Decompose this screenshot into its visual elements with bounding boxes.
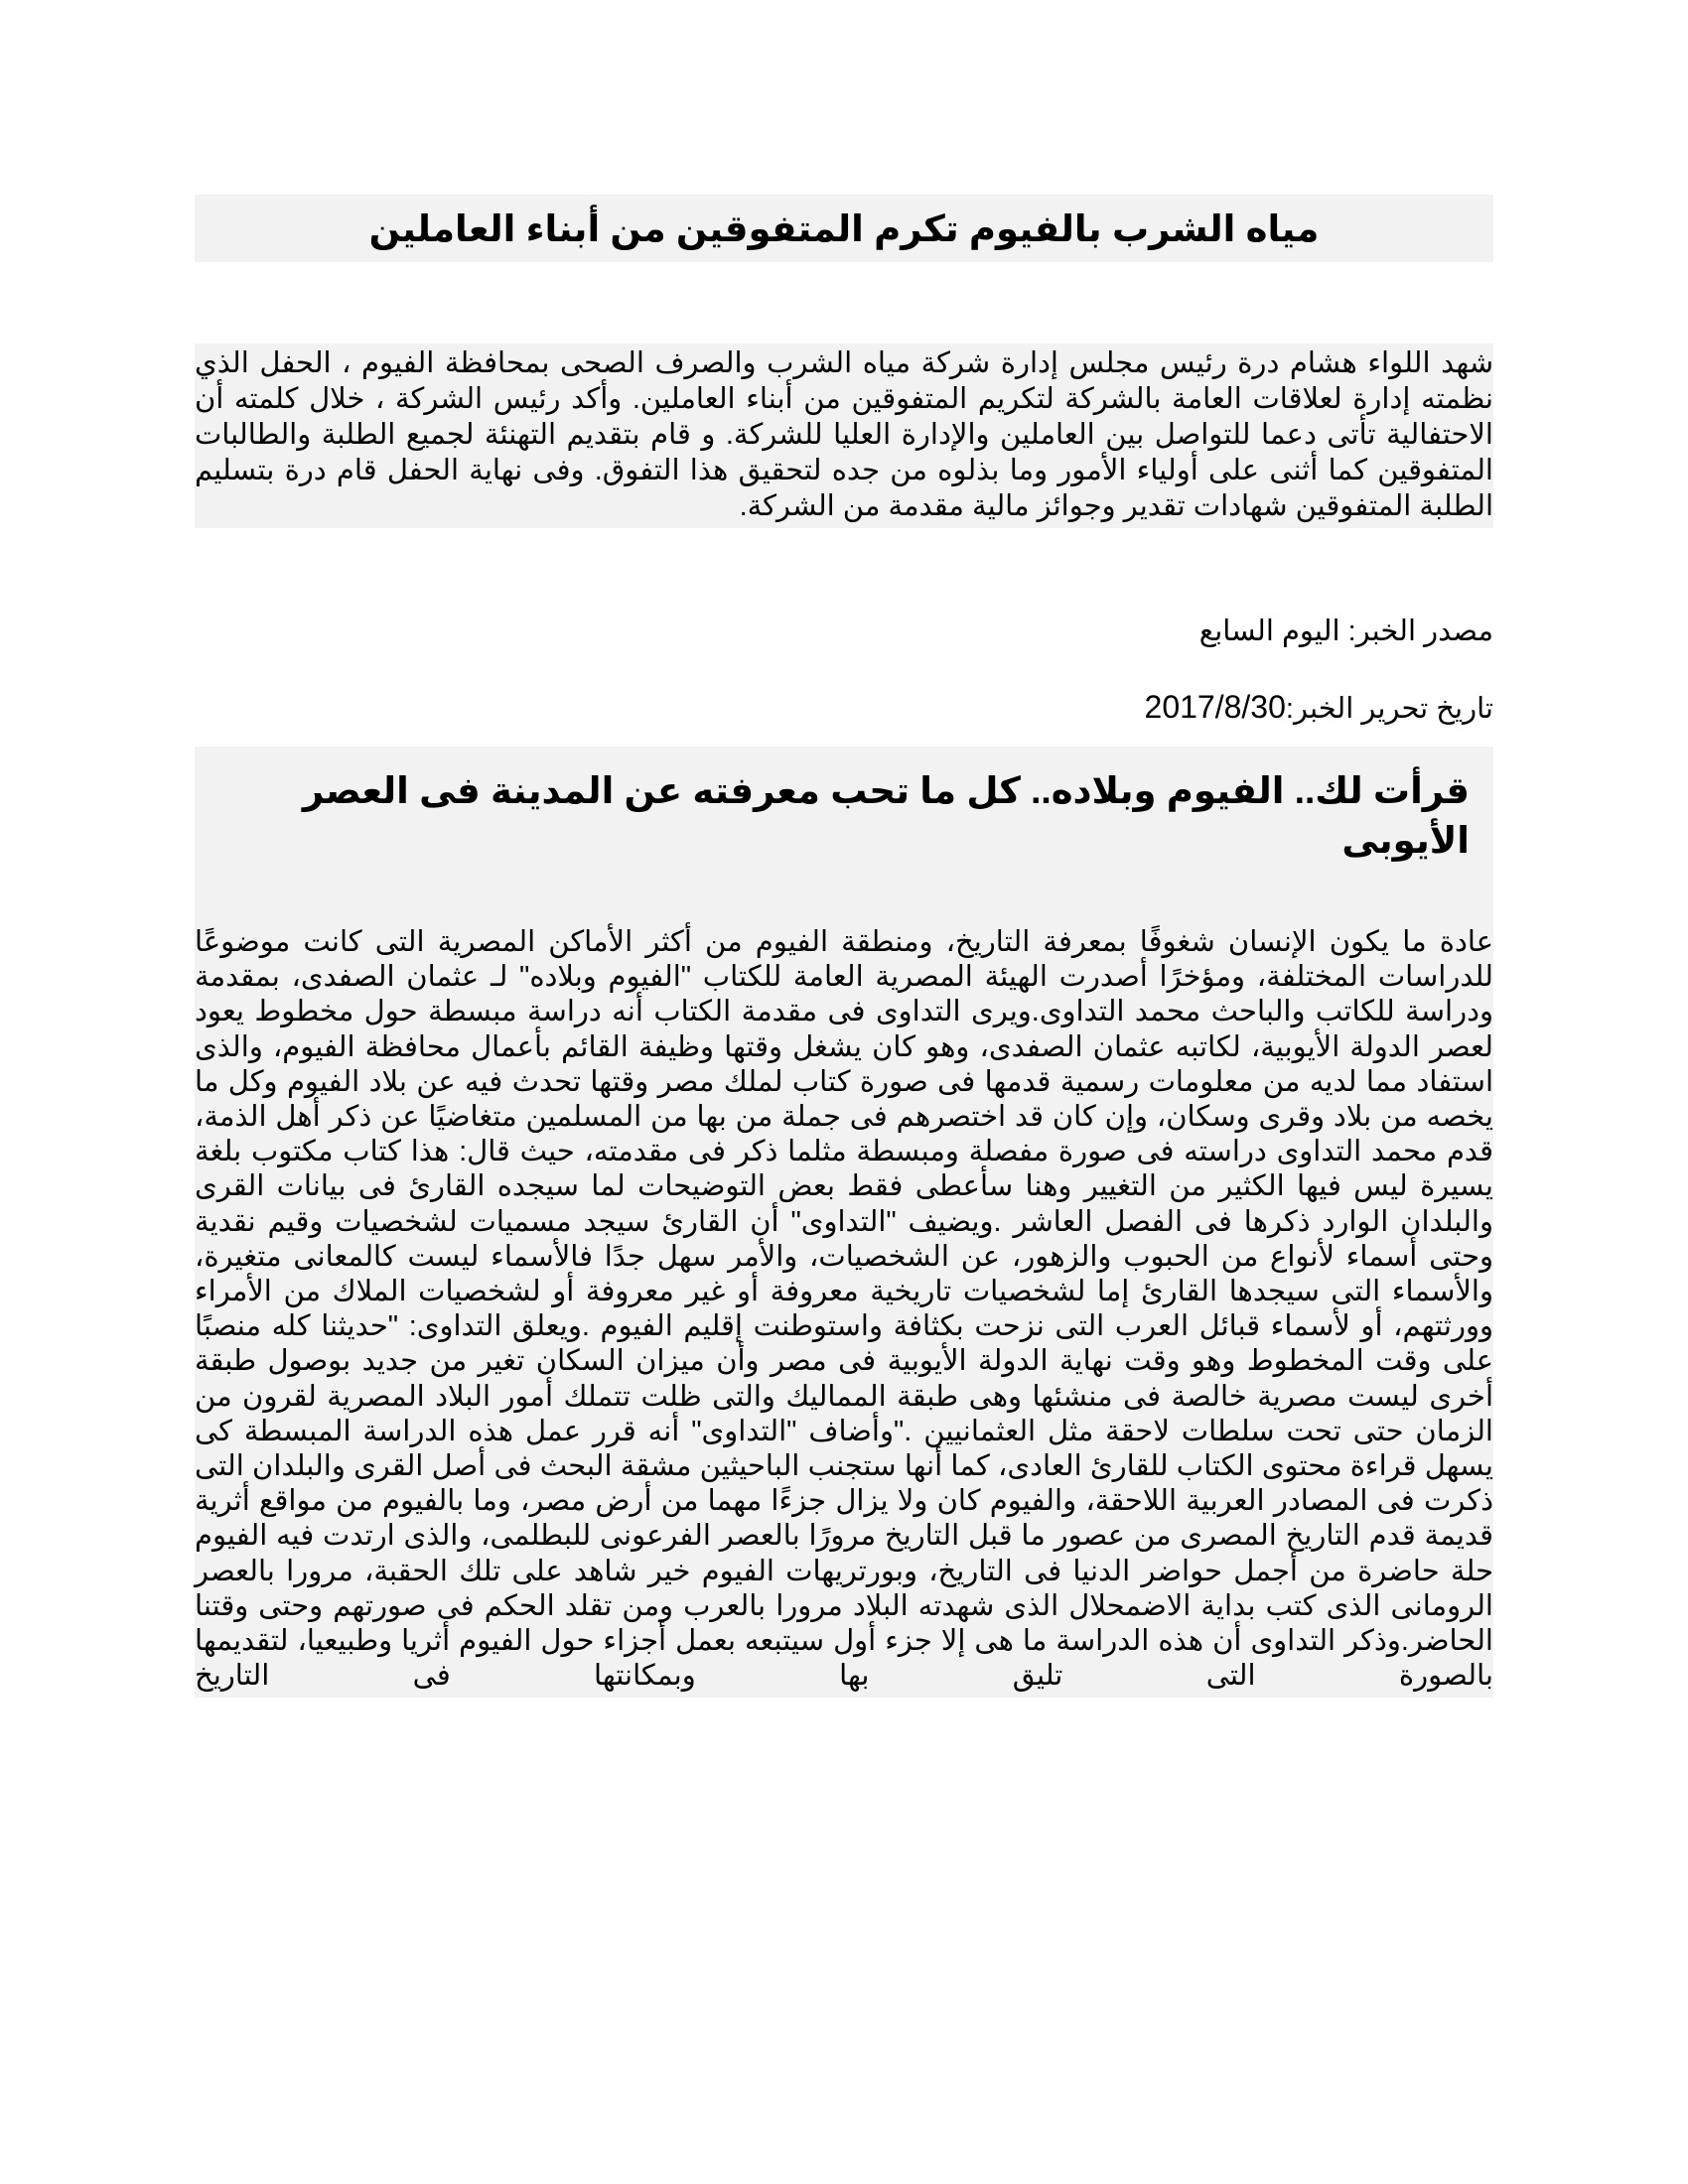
news-date-value: 2017/8/30 — [1144, 689, 1286, 725]
document-page — [195, 195, 1493, 1698]
news-source-label: مصدر الخبر: — [1339, 615, 1493, 647]
news-date-label: تاريخ تحرير الخبر: — [1285, 693, 1493, 725]
article2-title: قرأت لك.. الفيوم وبلاده.. كل ما تحب معرفته عن المدينة فى العصر الأيوبى — [302, 770, 1470, 861]
article1-title-band — [195, 195, 1493, 262]
news-source-line — [195, 614, 1493, 649]
article2-block — [195, 747, 1493, 1698]
article1-body: شهد اللواء هشام درة رئيس مجلس إدارة شركة مياه الشرب والصرف الصحى بمحافظة الفيوم ، الحفل الذي نظمته إدارة لعلاقات العامة بالشركة لتكريم المتفوقين من أبناء العاملين. وأكد رئيس الشركة ، خلال كلمته أن الاحتفالية تأتى دعما للتواصل بين العاملين والإدارة العليا للشركة. و قام بتقديم التهنئة لجميع الطلبة والطالبات المتفوقين كما أثنى على أولياء الأمور وما بذلوه من جده لتحقيق هذا التفوق. وفى نهاية الحفل قام درة بتسليم الطلبة المتفوقين شهادات تقدير وجوائز مالية مقدمة من الشركة. — [195, 343, 1493, 528]
article2-body: عادة ما يكون الإنسان شغوفًا بمعرفة التاريخ، ومنطقة الفيوم من أكثر الأماكن المصرية التى كانت موضوعًا للدراسات المختلفة، ومؤخرًا أصدرت الهيئة المصرية العامة للكتاب "الفيوم وبلاده" لـ عثمان الصفدى، بمقدمة ودراسة للكاتب والباحث محمد التداوى.ويرى التداوى فى مقدمة الكتاب أنه دراسة مبسطة حول مخطوط يعود لعصر الدولة الأيوبية، لكاتبه عثمان الصفدى، وهو كان يشغل وقتها وظيفة القائم بأعمال محافظة الفيوم، والذى استفاد مما لديه من معلومات رسمية قدمها فى صورة كتاب لملك مصر وقتها تحدث فيه عن بلاد الفيوم وكل ما يخصه من بلاد وقرى وسكان، وإن كان قد اختصرهم فى جملة من بها من المسلمين متغاضيًا عن ذكر أهل الذمة، قدم محمد التداوى دراسته فى صورة مفصلة ومبسطة مثلما ذكر فى مقدمته، حيث قال: هذا كتاب مكتوب بلغة يسيرة ليس فيها الكثير من التغيير وهنا سأعطى فقط بعض التوضيحات لما سيجده القارئ فى بيانات القرى والبلدان الوارد ذكرها فى الفصل العاشر .ويضيف "التداوى" أن القارئ سيجد مسميات لشخصيات وقيم نقدية وحتى أسماء لأنواع من الحبوب والزهور، عن الشخصيات، والأمر سهل جدًا فالأسماء ليست كالمعانى متغيرة، والأسماء التى سيجدها القارئ إما لشخصيات تاريخية معروفة أو غير معروفة أو لشخصيات الملاك من الأمراء وورثتهم، أو لأسماء قبائل العرب التى نزحت بكثافة واستوطنت إقليم الفيوم .ويعلق التداوى: "حديثنا كله منصبًا على وقت المخطوط وهو وقت نهاية الدولة الأيوبية فى مصر وأن ميزان السكان تغير من جديد بوصول طبقة أخرى ليست مصرية خالصة فى منشئها وهى طبقة المماليك والتى ظلت تتملك أمور البلاد المصرية لقرون من الزمان حتى تحت سلطات لاحقة مثل العثمانيين ."وأضاف "التداوى" أنه قرر عمل هذه الدراسة المبسطة كى يسهل قراءة محتوى الكتاب للقارئ العادى، كما أنها ستجنب الباحيثين مشقة البحث فى أصل القرى والبلدان التى ذكرت فى المصادر العربية اللاحقة، والفيوم كان ولا يزال جزءًا مهما من أرض مصر، وما بالفيوم من مواقع أثرية قديمة قدم التاريخ المصرى من عصور ما قبل التاريخ مرورًا بالعصر الفرعونى للبطلمى، والذى ارتدت فيه الفيوم حلة حاضرة من أجمل حواضر الدنيا فى التاريخ، وبورتريهات الفيوم خير شاهد على تلك الحقبة، مرورا بالعصر الرومانى الذى كتب بداية الاضمحلال الذى شهدته البلاد مرورا بالعرب ومن تقلد الحكم فى صورتهم وحتى وقتنا الحاضر.وذكر التداوى أن هذه الدراسة ما هى إلا جزء أول سيتبعه بعمل أجزاء حول الفيوم أثريا وطبيعيا، لتقديمها بالصورة التى تليق بها وبمكانتها فى التاريخ — [195, 926, 1493, 1693]
news-source-value: اليوم السابع — [1198, 615, 1340, 647]
article1-title: مياه الشرب بالفيوم تكرم المتفوقين من أبناء العاملين — [368, 207, 1320, 249]
news-date-line — [195, 689, 1493, 727]
